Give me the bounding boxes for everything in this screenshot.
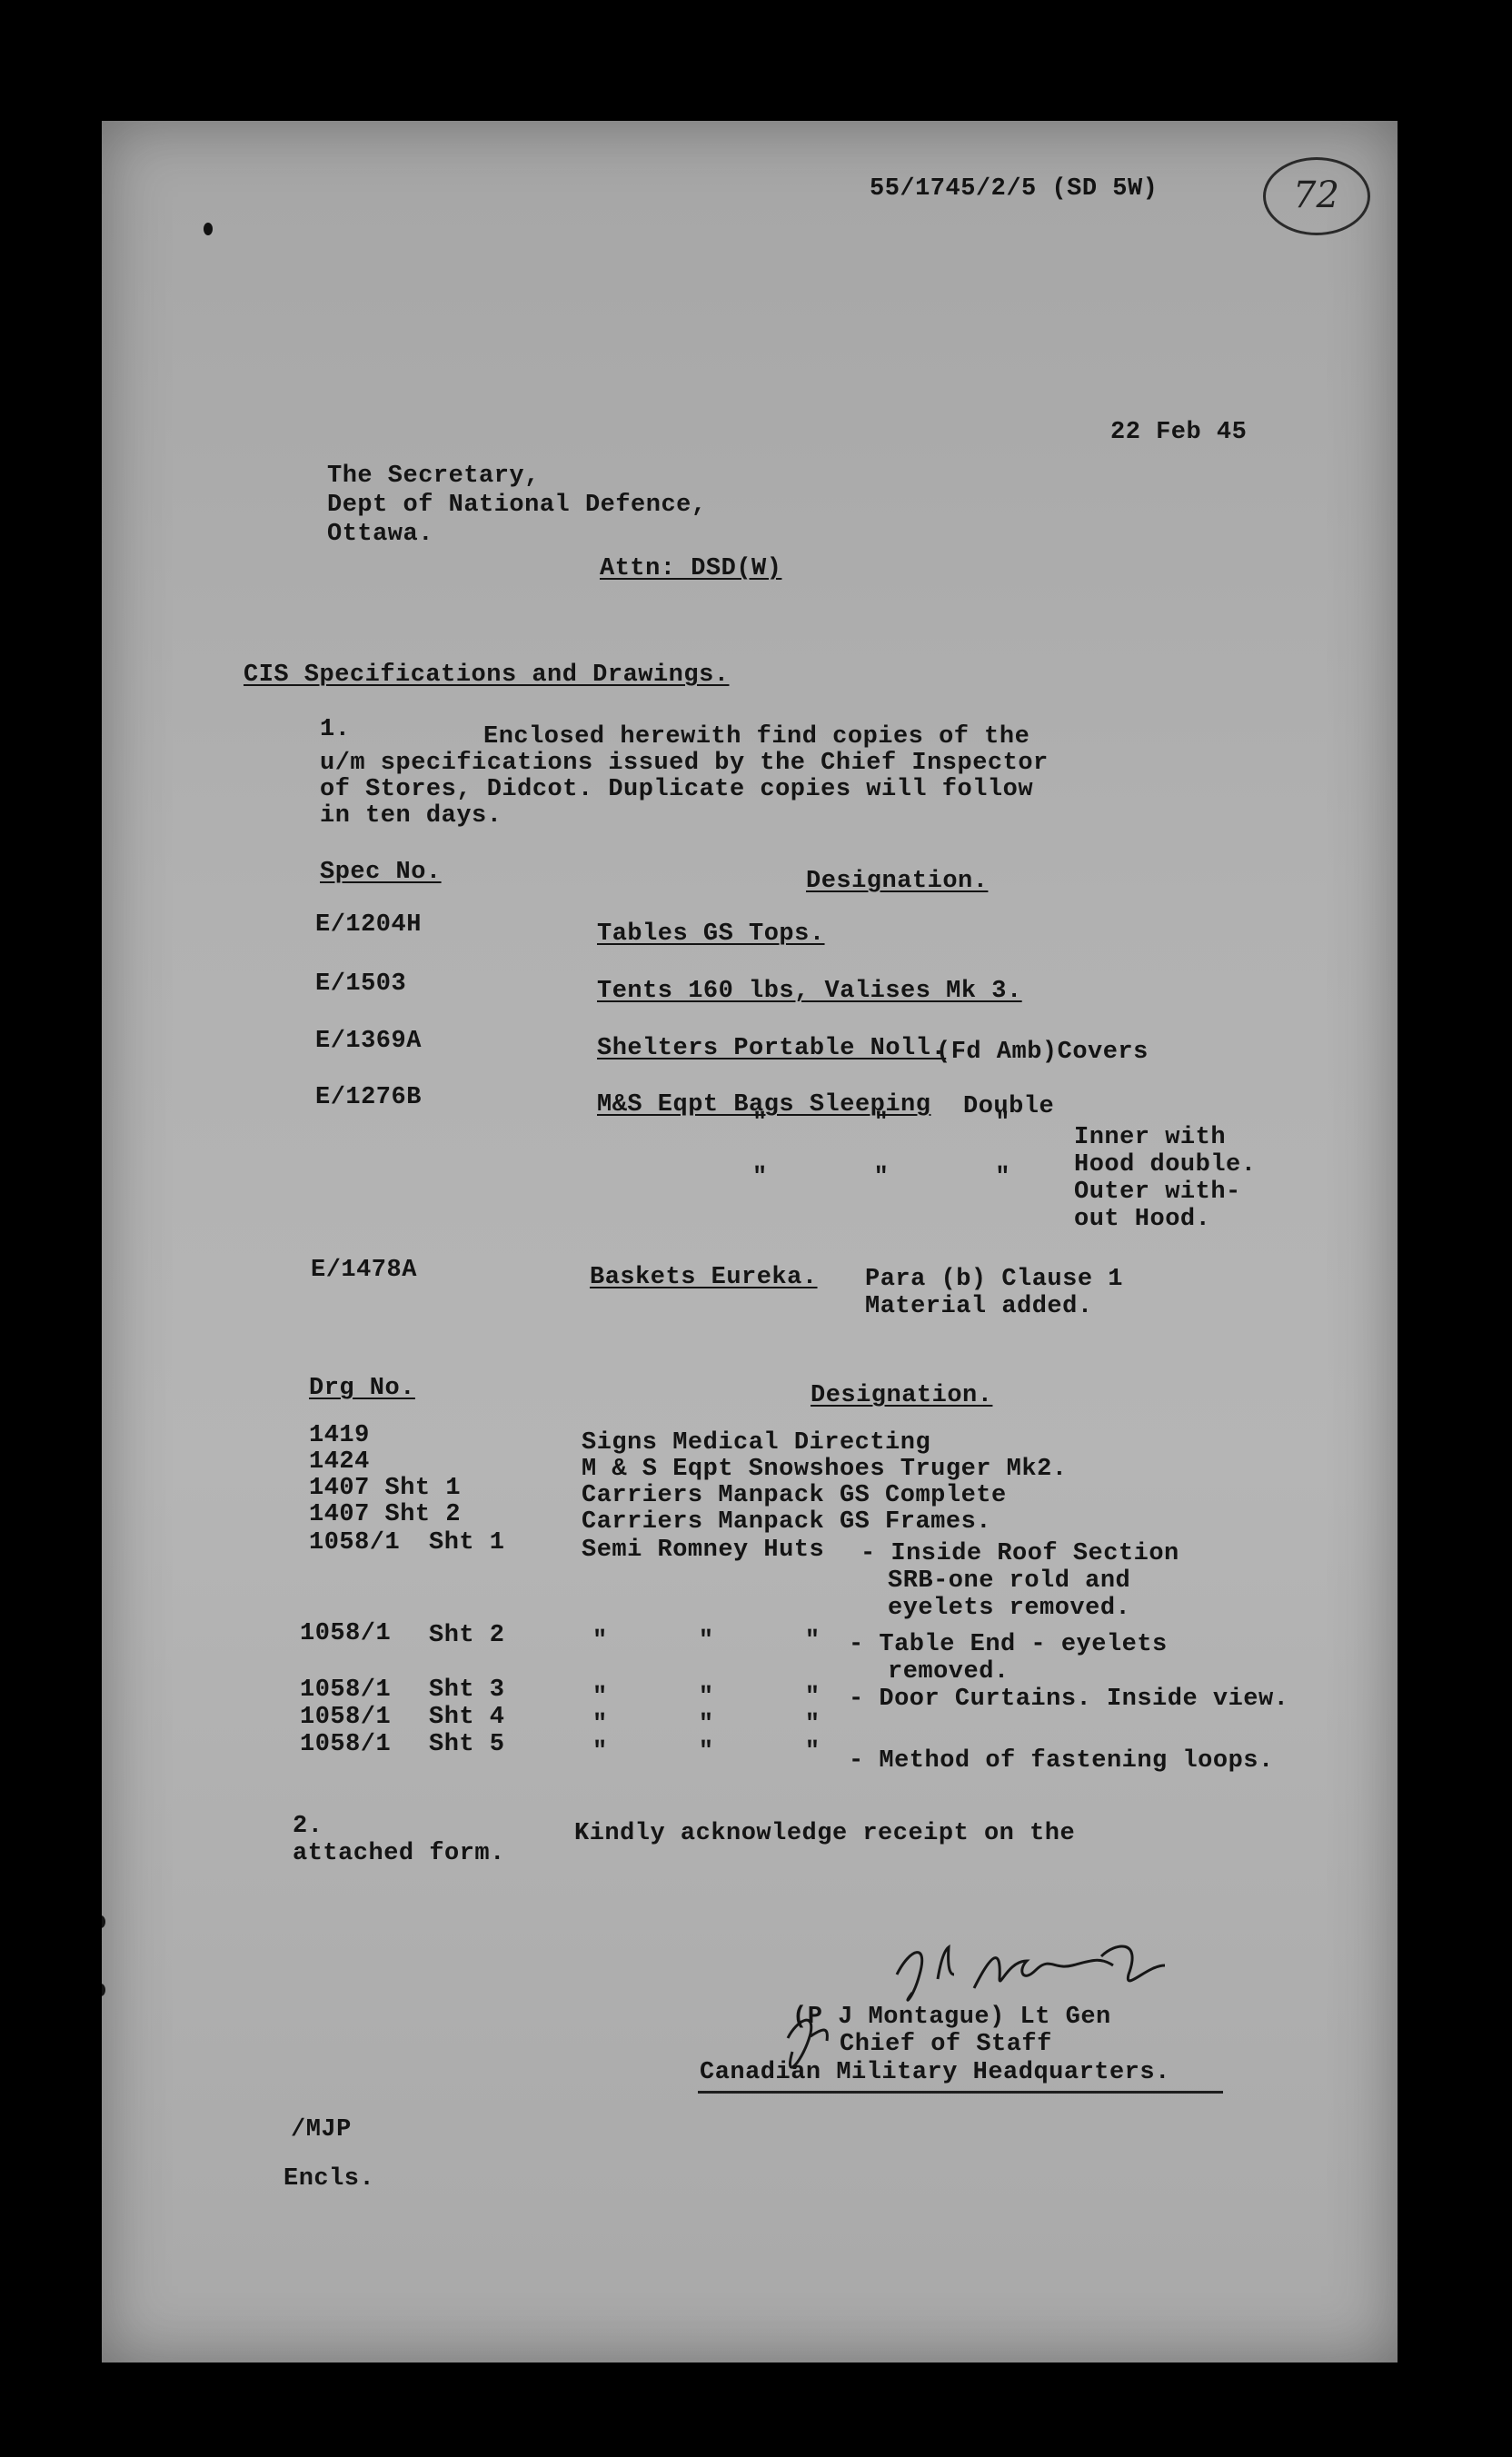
subject-heading: CIS Specifications and Drawings. (244, 662, 730, 689)
drg-designation: Carriers Manpack GS Frames. (582, 1508, 991, 1536)
document-page (102, 121, 1398, 2362)
spec-designation-extra: Double (963, 1093, 1055, 1120)
spec-designation-extra: Para (b) Clause 1 (865, 1266, 1123, 1293)
spec-designation: Tents 160 lbs, Valises Mk 3. (597, 978, 1022, 1005)
spec-designation: Baskets Eureka. (590, 1264, 818, 1291)
para2-number: 2. (293, 1813, 323, 1840)
folio-stamp (1263, 157, 1370, 235)
addressee-line-3: Ottawa. (327, 521, 433, 548)
drg-designation: M & S Eqpt Snowshoes Truger Mk2. (582, 1456, 1068, 1483)
drg-designation: Carriers Manpack GS Complete (582, 1482, 1007, 1509)
drg-sheet: Sht 3 (429, 1676, 505, 1704)
addressee-line-1: The Secretary, (327, 463, 540, 490)
spec-number: E/1369A (315, 1028, 422, 1055)
punch-hole-mark (102, 1984, 105, 1996)
spec-number: E/1503 (315, 970, 407, 998)
typist-initials: /MJP (291, 2116, 352, 2144)
drg-designation: " " " (592, 1684, 821, 1711)
drg-note-line: removed. (888, 1658, 1010, 1686)
spec-number: E/1478A (311, 1257, 417, 1284)
para1-line: of Stores, Didcot. Duplicate copies will follow (320, 776, 1034, 803)
spec-number: E/1204H (315, 911, 422, 939)
punch-hole-mark (102, 1915, 105, 1928)
spec-number: E/1276B (315, 1084, 422, 1111)
drg-note-line: - Door Curtains. Inside view. (849, 1686, 1289, 1713)
spec-note-line: Outer with- (1074, 1179, 1241, 1206)
para1-number: 1. (320, 716, 351, 743)
para1-line: u/m specifications issued by the Chief Inspector (320, 750, 1049, 777)
spec-note-line: out Hood. (1074, 1206, 1211, 1233)
para2-line: attached form. (293, 1840, 505, 1867)
enclosures: Encls. (284, 2165, 375, 2193)
drg-note-line: - Table End - eyelets (849, 1631, 1168, 1658)
drg-designation: " " " (592, 1738, 821, 1766)
drg-note-line: - Method of fastening loops. (849, 1747, 1274, 1775)
signatory-organization: Canadian Military Headquarters. (700, 2059, 1170, 2086)
drg-number: 1058/1 (300, 1731, 392, 1758)
para1-line: Enclosed herewith find copies of the (483, 723, 1030, 751)
file-reference: 55/1745/2/5 (SD 5W) (870, 175, 1159, 203)
drg-no-header: Drg No. (309, 1375, 415, 1402)
ditto-mark: " " " (752, 1109, 1010, 1137)
drg-number: 1058/1 (309, 1529, 401, 1557)
spec-designation-extra: Material added. (865, 1293, 1093, 1320)
para1-line: in ten days. (320, 802, 502, 830)
signature-underline (698, 2091, 1223, 2094)
attention-line: Attn: DSD(W) (600, 555, 782, 582)
drg-designation: Semi Romney Huts (582, 1537, 825, 1564)
spec-no-header: Spec No. (320, 859, 442, 886)
drg-note-line: - Inside Roof Section (860, 1540, 1179, 1567)
drg-designation: " " " (592, 1627, 821, 1655)
spec-designation: M&S Eqpt Bags Sleeping (597, 1091, 931, 1119)
addressee-line-2: Dept of National Defence, (327, 492, 707, 519)
ditto-mark: " " " (752, 1164, 1010, 1191)
spec-designation: Tables GS Tops. (597, 920, 825, 948)
signatory-title: Chief of Staff (840, 2031, 1052, 2058)
drg-sheet: Sht 1 (429, 1529, 505, 1557)
drg-number: 1058/1 (300, 1676, 392, 1704)
folio-number: 72 (1293, 174, 1339, 216)
drg-number: 1424 (309, 1448, 370, 1476)
drg-number: 1419 (309, 1422, 370, 1449)
drg-sheet: Sht 5 (429, 1731, 505, 1758)
signatory-name: (P J Montague) Lt Gen (792, 2004, 1111, 2031)
drg-designation-header: Designation. (811, 1382, 993, 1409)
drg-sheet: Sht 2 (429, 1622, 505, 1649)
drg-number: 1058/1 (300, 1620, 392, 1647)
ink-mark (204, 223, 213, 235)
drg-note-line: SRB-one rold and (888, 1567, 1131, 1595)
spec-designation-header: Designation. (806, 868, 989, 895)
signature-text: A. B. Henderson Capt (701, 1938, 713, 1939)
spec-designation: Shelters Portable Noll. (597, 1035, 947, 1062)
letter-date: 22 Feb 45 (1110, 419, 1248, 446)
drg-designation: " " " (592, 1711, 821, 1738)
spec-note-line: Hood double. (1074, 1151, 1257, 1179)
spec-note-line: Inner with (1074, 1124, 1227, 1151)
drg-note-line: eyelets removed. (888, 1595, 1131, 1622)
para2-line: Kindly acknowledge receipt on the (574, 1820, 1076, 1847)
drg-number: 1058/1 (300, 1704, 392, 1731)
drg-designation: Signs Medical Directing (582, 1429, 931, 1457)
drg-sheet: Sht 4 (429, 1704, 505, 1731)
drg-number: 1407 Sht 2 (309, 1501, 462, 1528)
drg-number: 1407 Sht 1 (309, 1475, 462, 1502)
spec-designation-extra: (Fd Amb)Covers (936, 1039, 1149, 1066)
